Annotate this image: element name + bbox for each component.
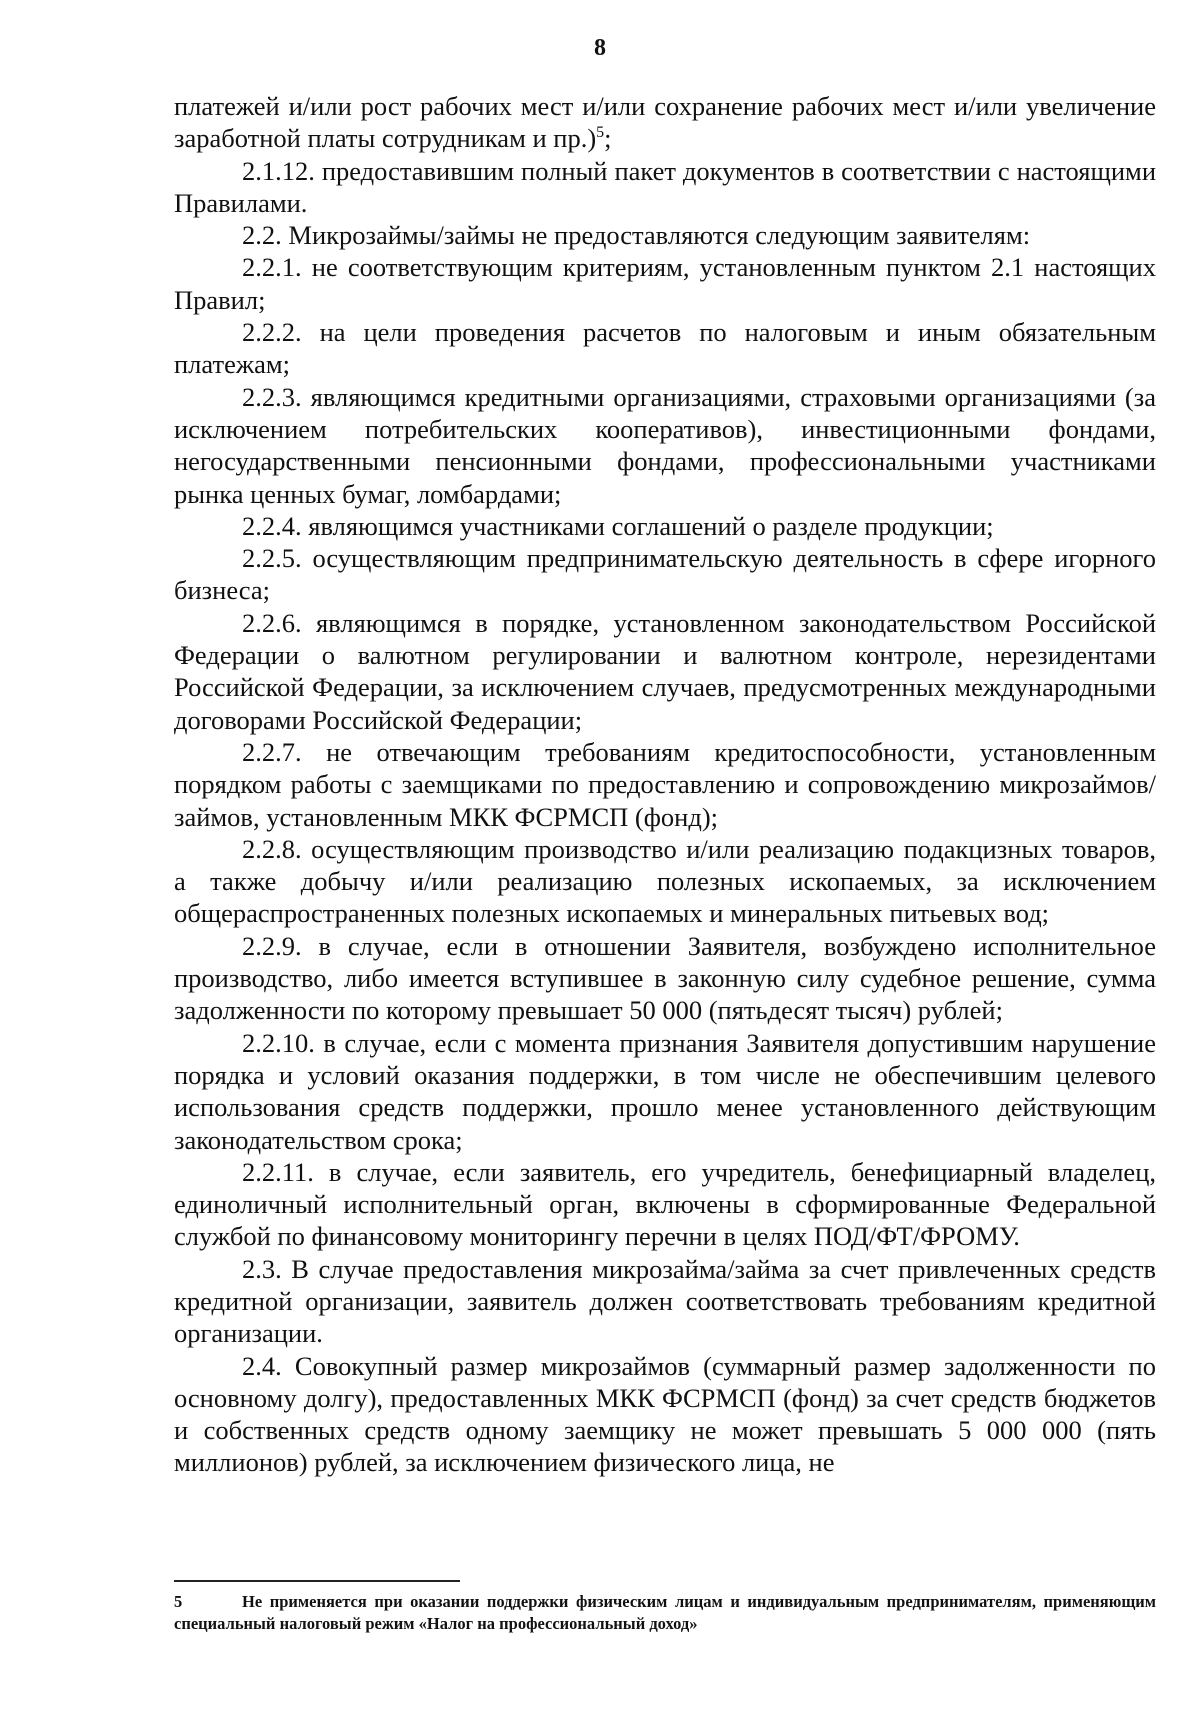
paragraph: 2.2.2. на цели проведения расчетов по налоговым и иным обязательным платежам; bbox=[174, 317, 1156, 380]
document-body bbox=[174, 90, 1156, 1479]
paragraph bbox=[174, 90, 1156, 155]
paragraph: 2.2.1. не соответствующим критериям, установленным пунктом 2.1 настоящих Правил; bbox=[174, 252, 1156, 315]
paragraph: 2.4. Совокупный размер микрозаймов (суммарный размер задолженности по основному долгу), предоставленных МКК ФСРМСП (фонд) за счет средств бюджетов и собственных средств одному заемщику не может превышать 5 000 000 (пять миллионов) рублей, за исключением физического лица, не bbox=[174, 1350, 1156, 1478]
footnote-mark: 5 bbox=[174, 1592, 183, 1611]
footnote bbox=[174, 1591, 1156, 1635]
paragraph: 2.1.12. предоставившим полный пакет документов в соответствии с настоящими Правилами. bbox=[174, 155, 1156, 218]
paragraph: 2.2.11. в случае, если заявитель, его учредитель, бенефициарный владелец, единоличный исполнительный орган, включены в сформированные Федеральной службой по финансовому мониторингу перечни в целях ПОД/ФТ/ФРОМУ. bbox=[174, 1156, 1156, 1252]
paragraph: 2.2.6. являющимся в порядке, установленном законодательством Российской Федерации о валютном регулировании и валютном контроле, нерезидентами Российской Федерации, за исключением случаев, предусмотренных международными договорами Российской Федерации; bbox=[174, 607, 1156, 735]
paragraph: 2.3. В случае предоставления микрозайма/займа за счет привлеченных средств кредитной организации, заявитель должен соответствовать требованиям кредитной организации. bbox=[174, 1253, 1156, 1349]
paragraph: 2.2.4. являющимся участниками соглашений о разделе продукции; bbox=[242, 510, 994, 541]
paragraph-text: платежей и/или рост рабочих мест и/или сохранение рабочих мест и/или увеличение заработной платы сотрудникам и пр.) bbox=[174, 91, 1156, 154]
paragraph: 2.2.5. осуществляющим предпринимательскую деятельность в сфере игорного бизнеса; bbox=[174, 543, 1156, 606]
paragraph: 2.2.7. не отвечающим требованиям кредитоспособности, установленным порядком работы с заемщиками по предоставлению и сопровождению микрозаймов/займов, установленным МКК ФСРМСП (фонд); bbox=[174, 736, 1156, 832]
paragraph: 2.2.8. осуществляющим производство и/или реализацию подакцизных товаров, а также добычу и/или реализацию полезных ископаемых, за исключением общераспространенных полезных ископаемых и минеральных питьевых вод; bbox=[174, 833, 1156, 929]
footnote-text: Не применяется при оказании поддержки физическим лицам и индивидуальным предпринимателям, применяющим специальный налоговый режим «Налог на профессиональный доход» bbox=[174, 1592, 1156, 1633]
footnote-reference[interactable]: 5 bbox=[596, 124, 605, 142]
paragraph-punctuation: ; bbox=[604, 123, 612, 154]
page-number: 8 bbox=[594, 35, 606, 61]
paragraph: 2.2.9. в случае, если в отношении Заявителя, возбуждено исполнительное производство, либо имеется вступившее в законную силу судебное решение, сумма задолженности по которому превышает 50 000 (пятьдесят тысяч) рублей; bbox=[174, 930, 1156, 1026]
paragraph: 2.2.3. являющимся кредитными организациями, страховыми организациями (за исключением потребительских кооперативов), инвестиционными фондами, негосударственными пенсионными фондами, профессиональными участниками рынка ценных бумаг, ломбардами; bbox=[174, 381, 1156, 509]
paragraph: 2.2.10. в случае, если с момента признания Заявителя допустившим нарушение порядка и условий оказания поддержки, в том числе не обеспечившим целевого использования средств поддержки, прошло менее установленного действующим законодательством срока; bbox=[174, 1027, 1156, 1155]
paragraph: 2.2. Микрозаймы/займы не предоставляются следующим заявителям: bbox=[242, 220, 1031, 251]
footnote-separator bbox=[174, 1580, 460, 1582]
